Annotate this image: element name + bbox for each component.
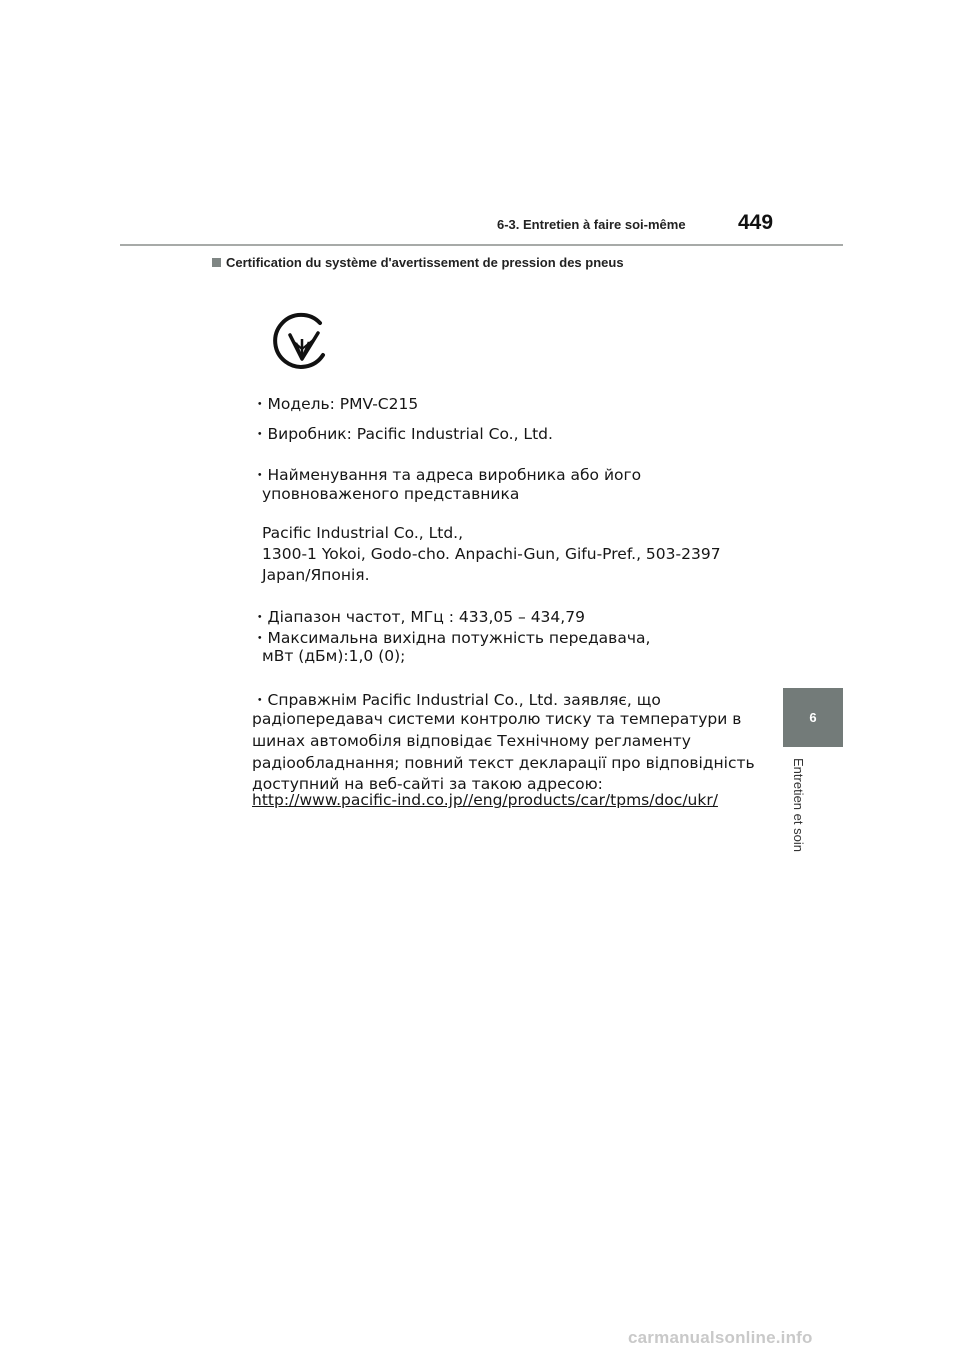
declaration-line-1: ・Справжнім Pacific Industrial Co., Ltd. заявляє, що	[252, 691, 661, 709]
ukrainian-conformity-mark-icon	[268, 307, 334, 373]
company-country: Japan/Японія.	[262, 566, 370, 584]
name-address-label-line-2: уповноваженого представника	[262, 485, 520, 503]
company-name: Pacific Industrial Co., Ltd.,	[262, 524, 464, 542]
header-section-title: 6-3. Entretien à faire soi-même	[497, 217, 686, 232]
power-line-2: мВт (дБм):1,0 (0);	[262, 647, 406, 665]
frequency-line: ・Діапазон частот, МГц : 433,05 – 434,79	[252, 608, 585, 626]
header-divider	[120, 244, 843, 246]
manufacturer-line: ・Виробник: Pacific Industrial Co., Ltd.	[252, 425, 553, 443]
company-address: 1300-1 Yokoi, Godo-cho. Anpachi-Gun, Gifu-Pref., 503-2397	[262, 545, 721, 563]
chapter-label: Entretien et soin	[791, 758, 806, 852]
page-number: 449	[738, 211, 774, 234]
square-bullet-icon	[212, 258, 221, 267]
model-line: ・Модель: PMV-C215	[252, 395, 419, 413]
name-address-label-line-1: ・Найменування та адреса виробника або його	[252, 466, 642, 484]
declaration-url-link[interactable]: http://www.pacific-ind.co.jp//eng/products/car/tpms/doc/ukr/	[252, 791, 718, 809]
declaration-line-5: доступний на веб-сайті за такою адресою:	[252, 775, 603, 793]
footer-watermark: carmanualsonline.info	[628, 1328, 813, 1347]
declaration-line-4: радіообладнання; повний текст декларації про відповідність	[252, 754, 755, 772]
section-heading	[212, 255, 624, 270]
chapter-tab[interactable]	[783, 688, 843, 747]
declaration-line-3: шинах автомобіля відповідає Технічному регламенту	[252, 732, 691, 750]
section-heading-text: Certification du système d'avertissement de pression des pneus	[226, 255, 624, 270]
chapter-number: 6	[809, 710, 817, 725]
declaration-line-2: радіопередавач системи контролю тиску та температури в	[252, 710, 742, 728]
power-line-1: ・Максимальна вихідна потужність передавача,	[252, 629, 651, 647]
